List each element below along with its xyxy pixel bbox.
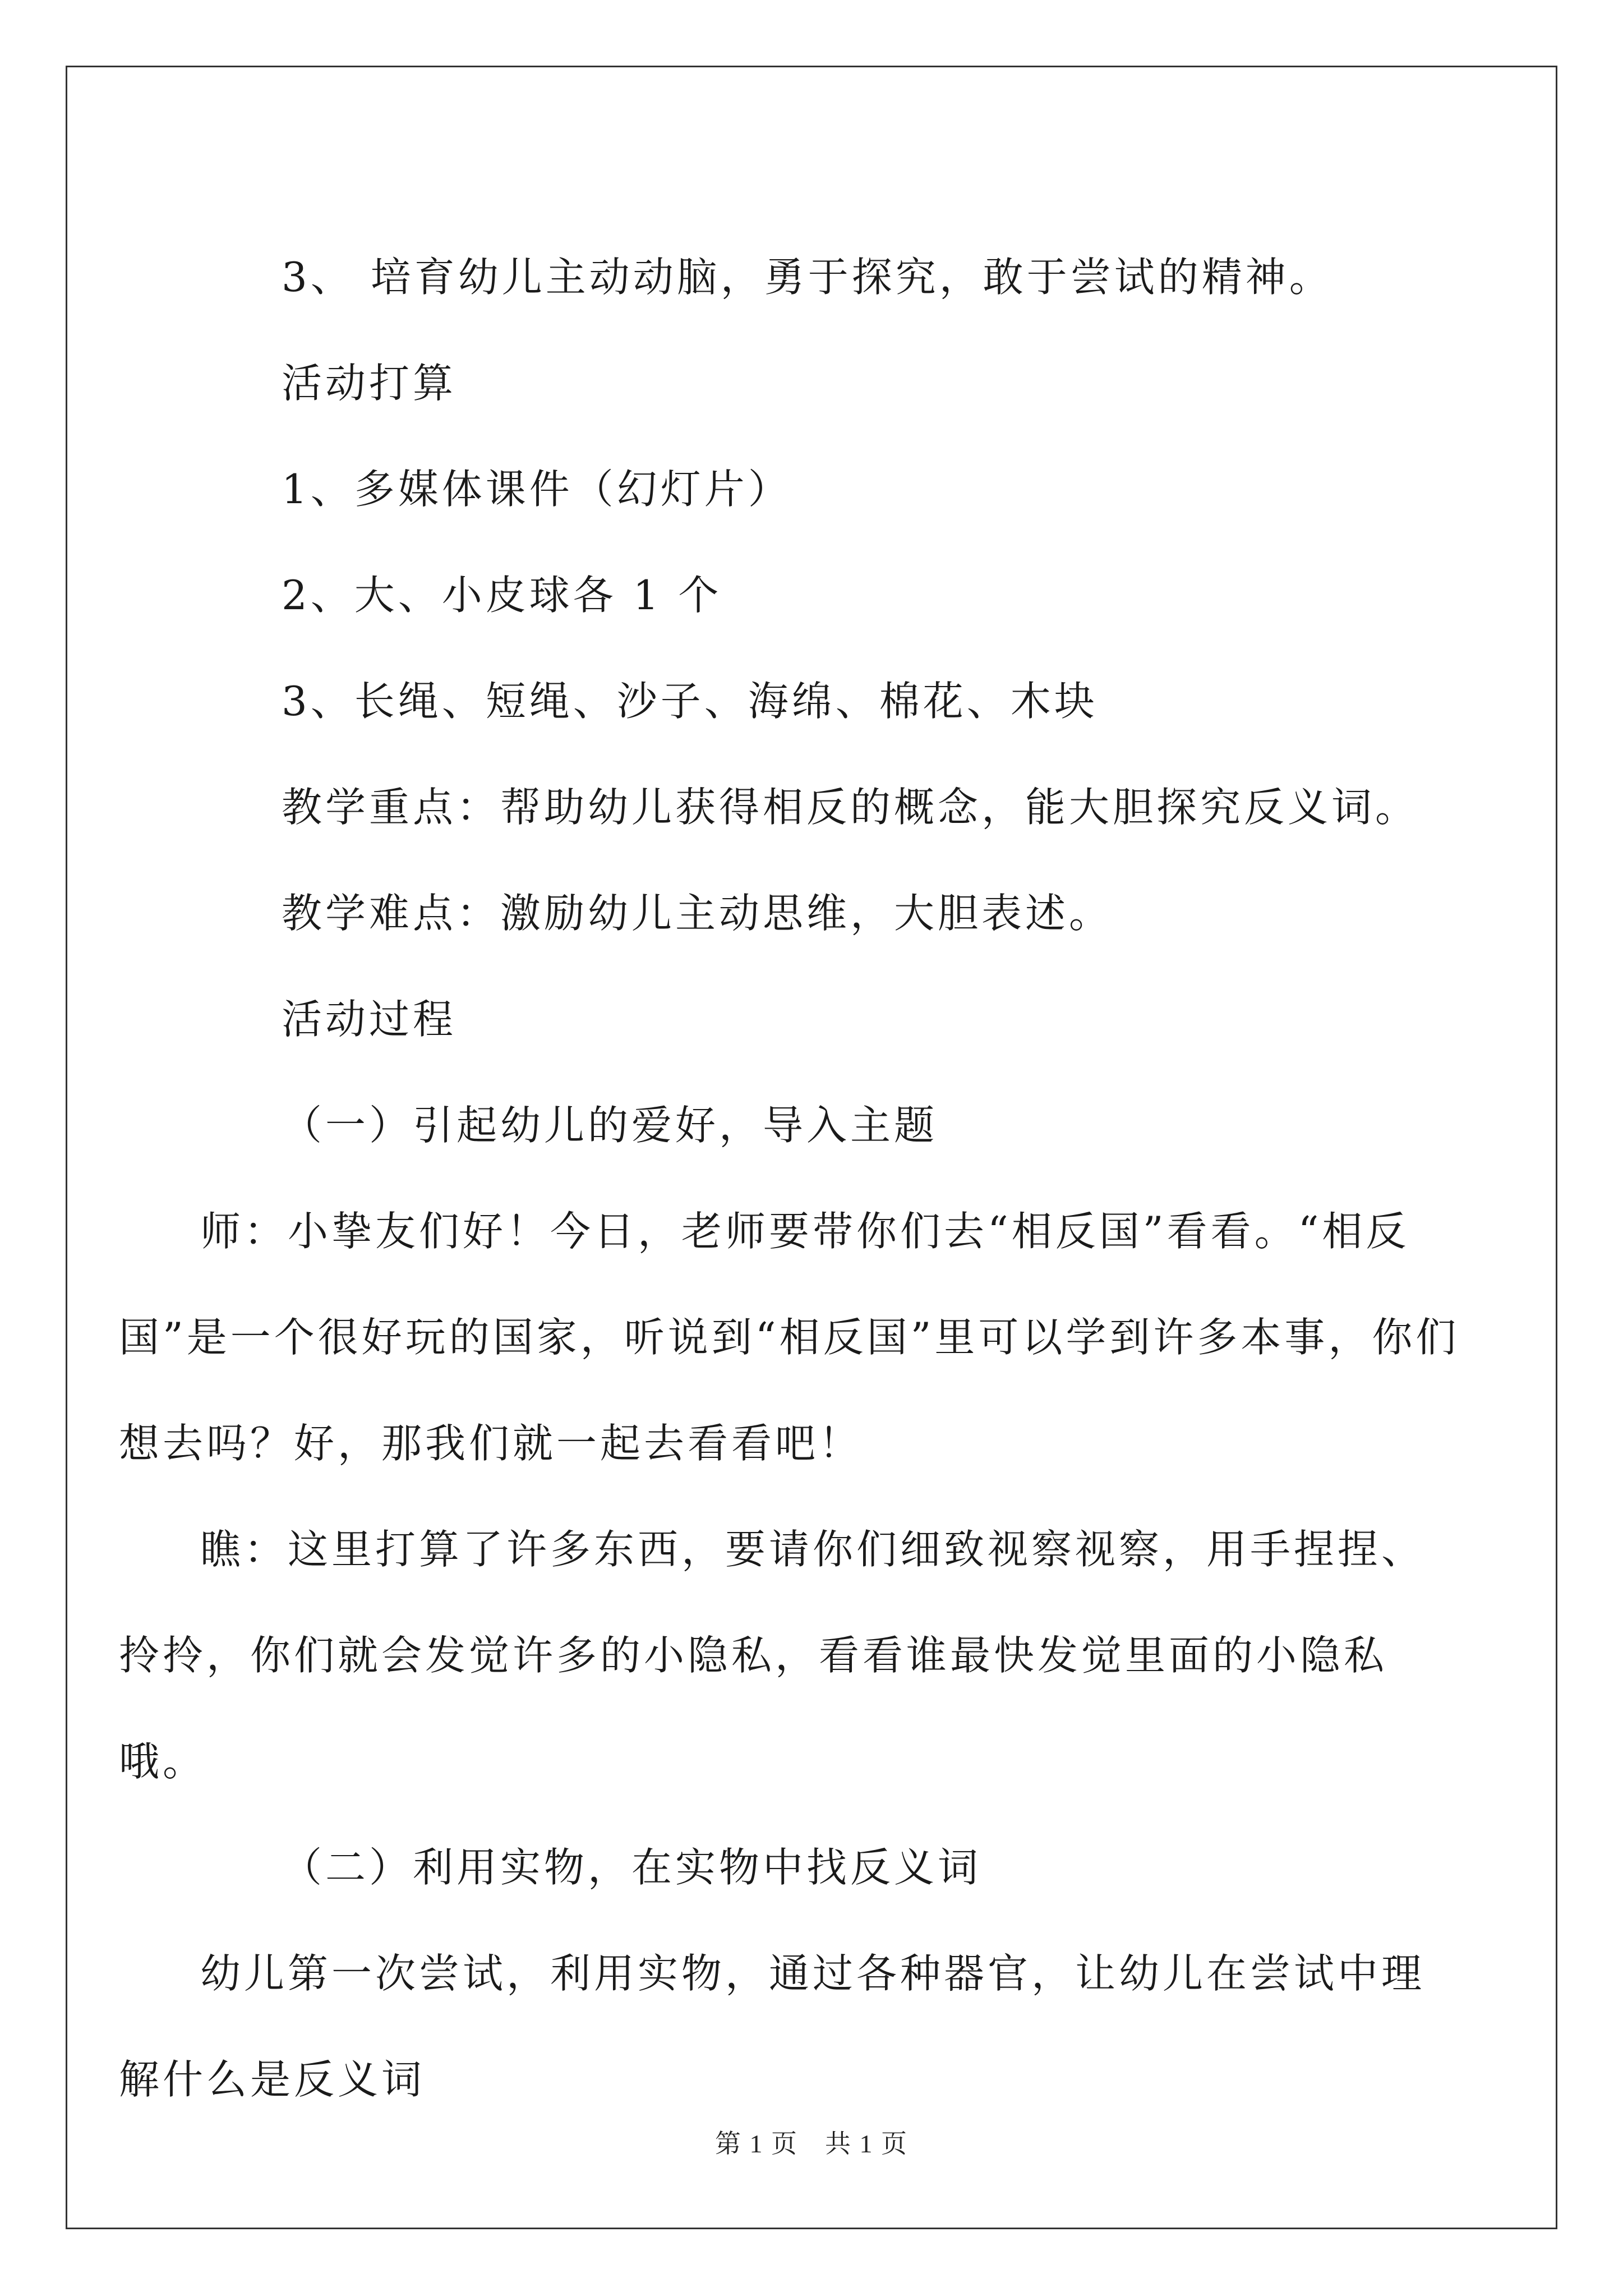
paragraph-teacher-intro: 师：小挚友们好！今日，老师要带你们去“相反国”看看。“相反国”是一个很好玩的国家，听说到“相反国”里可以学到许多本事，你们想去吗？好，那我们就一起去看看吧！ — [119, 1208, 1460, 1467]
paragraph-goal-3: 3、 培育幼儿主动动脑，勇于探究，敢于尝试的精神。 — [282, 254, 1333, 301]
paragraph-observe: 瞧：这里打算了许多东西，要请你们细致视察视察，用手捏捏、拎拎，你们就会发觉许多的小隐私，看看谁最快发觉里面的小隐私哦。 — [119, 1526, 1426, 1785]
paragraph-section-2-heading: （二）利用实物，在实物中找反义词 — [282, 1844, 982, 1891]
document-body — [119, 224, 1468, 2133]
paragraph-preparation-1: 1、多媒体课件（幻灯片） — [282, 466, 792, 513]
paragraph-section-1-heading: （一）引起幼儿的爱好，导入主题 — [282, 1102, 938, 1149]
paragraph-difficulty: 教学难点：激励幼儿主动思维，大胆表述。 — [282, 890, 1113, 937]
paragraph-process-heading: 活动过程 — [282, 996, 457, 1043]
paragraph-preparation-heading: 活动打算 — [282, 360, 457, 407]
paragraph-preparation-2: 2、大、小皮球各 1 个 — [282, 572, 722, 619]
paragraph-preparation-3: 3、长绳、短绳、沙子、海绵、棉花、木块 — [282, 678, 1098, 725]
page-number-footer: 第 1 页 共 1 页 — [715, 2129, 908, 2158]
paragraph-first-attempt: 幼儿第一次尝试，利用实物，通过各种器官，让幼儿在尝试中理解什么是反义词 — [119, 1950, 1426, 2103]
paragraph-key-point: 教学重点：帮助幼儿获得相反的概念，能大胆探究反义词。 — [282, 784, 1419, 831]
